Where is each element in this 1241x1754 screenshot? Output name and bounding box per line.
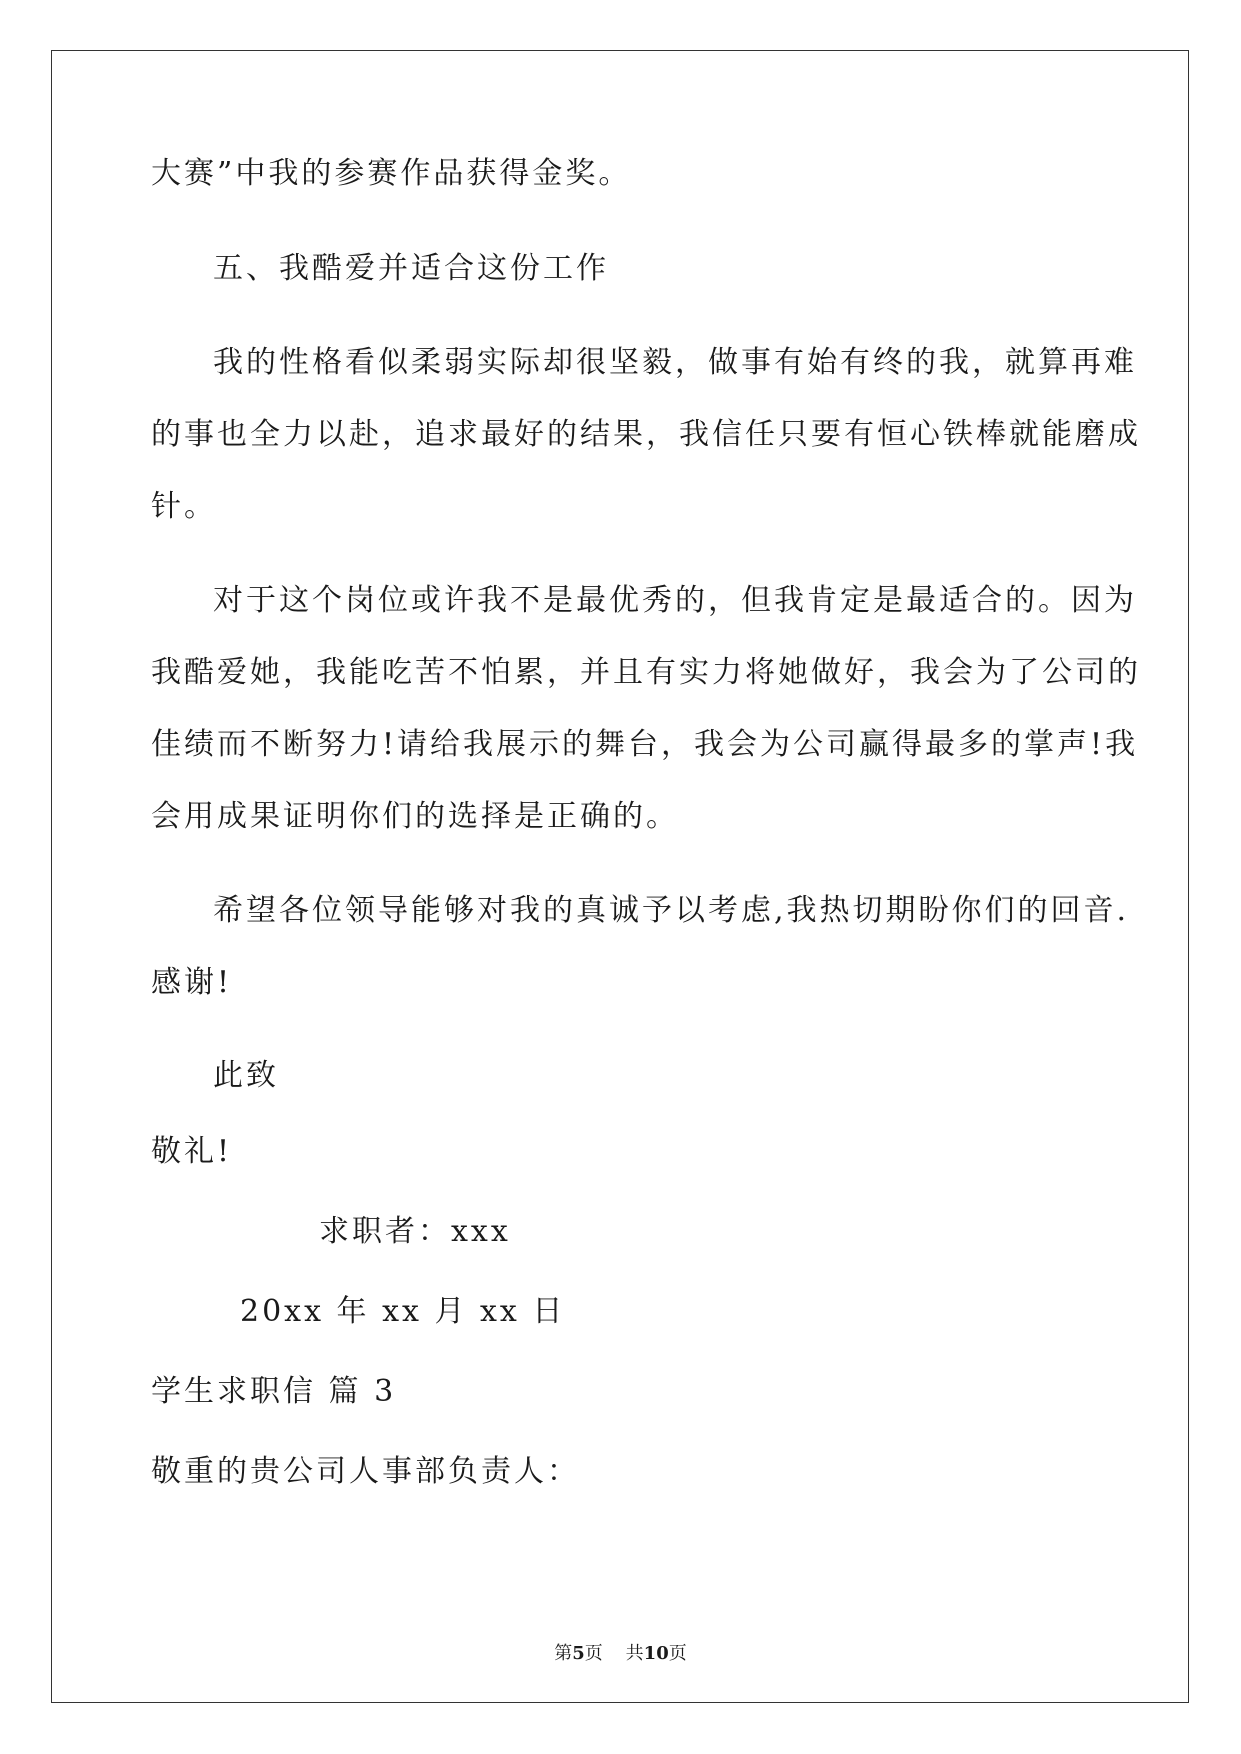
salute-line: 敬礼! (151, 1134, 233, 1169)
section-title: 学生求职信 篇 3 (151, 1374, 397, 1409)
body-line-7: 我酷爱她，我能吃苦不怕累，并且有实力将她做好，我会为了公司的 (151, 655, 1141, 690)
body-line-8: 佳绩而不断努力!请给我展示的舞台，我会为公司赢得最多的掌声!我 (151, 727, 1139, 762)
page-footer (0, 1642, 1241, 1666)
section-heading-five: 五、我酷爱并适合这份工作 (213, 251, 609, 286)
page-number: 5 (572, 1643, 585, 1664)
body-line-6: 对于这个岗位或许我不是最优秀的，但我肯定是最适合的。因为 (213, 583, 1137, 618)
date-line: 20xx 年 xx 月 xx 日 (240, 1294, 566, 1329)
signature-line: 求职者：xxx (319, 1214, 511, 1249)
body-line-3: 我的性格看似柔弱实际却很坚毅，做事有始有终的我，就算再难 (213, 345, 1137, 380)
greeting-line: 敬重的贵公司人事部负责人： (151, 1454, 580, 1489)
page-suffix: 页 (584, 1643, 603, 1664)
body-line-1: 大赛”中我的参赛作品获得金奖。 (151, 156, 632, 191)
closing-line: 此致 (213, 1058, 279, 1093)
total-pages: 10 (643, 1643, 669, 1664)
total-suffix: 页 (668, 1643, 687, 1664)
page-prefix: 第 (554, 1643, 573, 1664)
total-prefix: 共 (625, 1643, 644, 1664)
body-line-9: 会用成果证明你们的选择是正确的。 (151, 799, 679, 834)
body-line-4: 的事也全力以赴，追求最好的结果，我信任只要有恒心铁棒就能磨成 (151, 417, 1141, 452)
thanks-line: 感谢! (151, 965, 233, 1000)
body-line-10: 希望各位领导能够对我的真诚予以考虑,我热切期盼你们的回音. (213, 893, 1130, 928)
body-line-5: 针。 (151, 489, 217, 524)
